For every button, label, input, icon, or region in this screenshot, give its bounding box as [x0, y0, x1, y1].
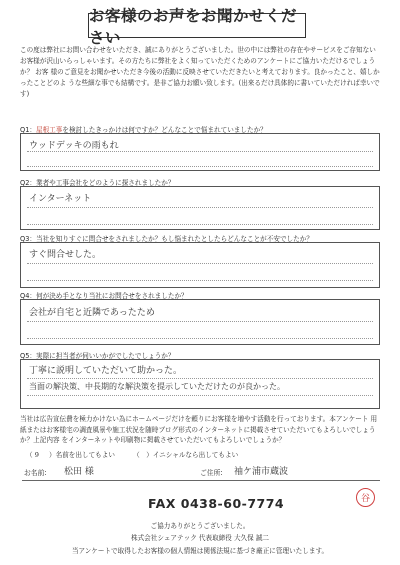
question-5-text: 実際に担当者が伺いいかがでしたでしょうか？: [35, 352, 175, 360]
question-2-prefix: Q2：: [20, 179, 36, 187]
name-address-row: [22, 464, 380, 481]
answer-line: [27, 338, 373, 339]
footer-company: 株式会社シェアテック 代表取締役 大久保 誠二: [130, 534, 270, 542]
answer-line: [27, 395, 373, 396]
address-label: ご住所:: [200, 469, 223, 477]
company-seal-text: 谷: [360, 494, 370, 504]
question-2-text: 業者や工事会社をどのように探されましたか？: [35, 179, 175, 187]
consent-option-name-label: 名前を出してもよい: [55, 451, 115, 459]
answer-1-text: ウッドデッキの雨もれ: [29, 141, 119, 151]
fax-number: FAX 0438-60-7774: [148, 496, 285, 511]
question-1-text: を検討したきっかけは何ですか？どんなことで悩まれていましたか？: [62, 126, 267, 134]
name-label: お名前:: [24, 469, 47, 477]
answer-4-text: 会社が自宅と近隣であったため: [29, 308, 155, 318]
question-4-text: 何が決め手となり当社にお問合せをされましたか？: [35, 292, 188, 300]
answer-line: [27, 166, 373, 167]
page-title-text: お客様のお声をお聞かせください: [89, 6, 298, 47]
question-1-prefix: Q1：: [20, 126, 36, 134]
question-5-prefix: Q5：: [20, 352, 36, 360]
question-3-prefix: Q3：: [20, 235, 36, 243]
answer-box-5: [20, 359, 380, 409]
page-title: [88, 6, 306, 47]
publish-notice: 当社は広告宣伝費を極力かけない為にホームページだけを頼りにお客様を増やす活動を行っております。本アンケート 用紙またはお客様宅の調査風景や施工状況を随時ブログ形式のインターネットに掲載させていただいてもよろしいでしょうか？上記内容 をインターネットや印刷物に掲載させていただいてもよろしいでしょうか？: [20, 415, 378, 444]
answer-line: [27, 321, 373, 322]
answer-line: [27, 378, 373, 379]
answer-box-3: [20, 242, 380, 288]
consent-option-initial[interactable]: （ ）イニシャルなら出してもよい: [133, 451, 239, 459]
answer-3-text: すぐ問合せした。: [29, 250, 102, 260]
answer-line: [27, 151, 373, 152]
answer-box-4: [20, 299, 380, 345]
answer-2-text: インターネット: [29, 194, 92, 204]
address-value: 袖ケ浦市蔵波: [234, 467, 289, 477]
consent-option-initial-label: イニシャルなら出してもよい: [152, 451, 239, 459]
intro-text: この度は弊社にお問い合わせをいただき、誠にありがとうございました。世の中には弊社の存在やサービスをご存知ない お客様が沢山いらっしゃいます。その方たちに弊社をよく知っていただくためのアンケートにご協力いただけるでしょうか？ お客 様のご意見をお聞かせいただき今後の活動に反映させていただきたいと考えております。良かったこと、嬉しかったことどのよ うな些細な事でも結構です。是非ご協力お願い致します。(出来るだけ具体的に書いていただければ幸いです): [20, 46, 380, 98]
answer-line: [27, 207, 373, 208]
question-1-highlight: 屋根工事: [35, 126, 63, 134]
answer-5-text-1: 丁寧に説明していただいて助かった。: [29, 366, 183, 376]
question-3-text: 当社を知りすぐに問合せをされましたか？もし悩まれたとしたらどんなことが不安でしたか？: [35, 235, 313, 243]
answer-line: [27, 224, 373, 225]
answer-5-text-2: 当面の解決策、中長期的な解決策を提示していただけたのが良かった。: [29, 382, 285, 391]
name-value: 松田 様: [64, 467, 94, 477]
answer-line: [27, 263, 373, 264]
answer-box-1: [20, 133, 380, 171]
company-seal: [356, 488, 375, 507]
answer-line: [27, 280, 373, 281]
answer-box-2: [20, 186, 380, 230]
consent-options: [26, 449, 254, 459]
footer-thanks: ご協力ありがとうございました。: [150, 522, 250, 530]
consent-option-name-mark: 9: [34, 451, 39, 459]
footer-privacy: 当アンケートで取得したお客様の個人情報は関係法規に基づき厳正に管理いたします。: [71, 547, 329, 555]
question-4-prefix: Q4：: [20, 292, 36, 300]
consent-option-name[interactable]: （ 9 ）名前を出してもよい: [26, 451, 115, 459]
